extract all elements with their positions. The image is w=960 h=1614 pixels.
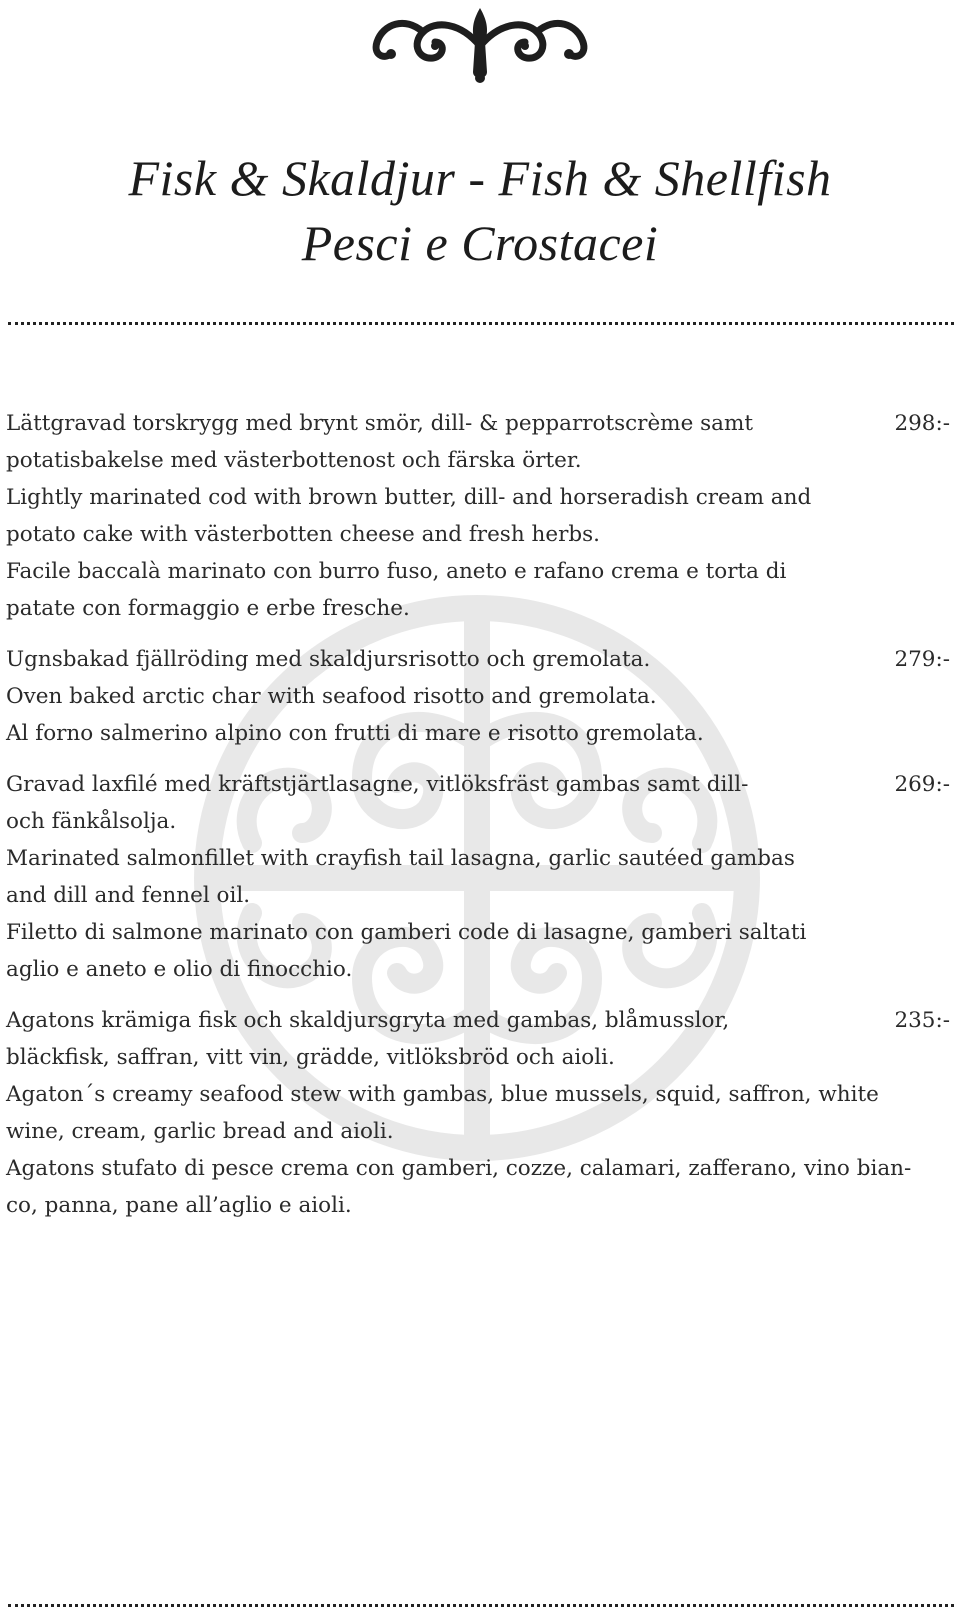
dish-description-line: Agatons stufato di pesce crema con gamberi, cozze, calamari, zafferano, vino bian- xyxy=(6,1156,912,1181)
menu-list xyxy=(6,405,952,1238)
dotted-divider-top xyxy=(8,322,954,325)
dish-description-line: wine, cream, garlic bread and aioli. xyxy=(6,1119,394,1144)
dish-description-line: Lättgravad torskrygg med brynt smör, dill- & pepparrotscrème samt xyxy=(6,411,753,436)
menu-item xyxy=(6,766,952,988)
dish-description-line: Ugnsbakad fjällröding med skaldjursrisotto och gremolata. xyxy=(6,647,651,672)
dish-description-line: potato cake with västerbotten cheese and fresh herbs. xyxy=(6,522,601,547)
scroll-flourish-icon xyxy=(365,2,595,86)
dish-description-line: Agatons krämiga fisk och skaldjursgryta med gambas, blåmusslor, xyxy=(6,1008,730,1033)
dotted-divider-bottom xyxy=(8,1604,954,1607)
dish-description-line: Gravad laxfilé med kräftstjärtlasagne, vitlöksfräst gambas samt dill- xyxy=(6,772,749,797)
dish-description-line: och fänkålsolja. xyxy=(6,809,177,834)
menu-item xyxy=(6,405,952,627)
dish-description-line: and dill and fennel oil. xyxy=(6,883,251,908)
page-title: Fisk & Skaldjur - Fish & Shellfish xyxy=(128,150,832,206)
dish-description-line: co, panna, pane all’aglio e aioli. xyxy=(6,1193,352,1218)
dish-description-line: bläckfisk, saffran, vitt vin, grädde, vitlöksbröd och aioli. xyxy=(6,1045,615,1070)
price: 279:- xyxy=(894,647,950,672)
price: 298:- xyxy=(894,411,950,436)
page-subtitle: Pesci e Crostacei xyxy=(301,215,659,271)
dish-description-line: Facile baccalà marinato con burro fuso, aneto e rafano crema e torta di xyxy=(6,559,787,584)
menu-item xyxy=(6,641,952,752)
dish-description-line: Lightly marinated cod with brown butter, dill- and horseradish cream and xyxy=(6,485,812,510)
dish-description-line: Marinated salmonfillet with crayfish tail lasagna, garlic sautéed gambas xyxy=(6,846,795,871)
dish-description-line: potatisbakelse med västerbottenost och färska örter. xyxy=(6,448,582,473)
menu-item xyxy=(6,1002,952,1224)
dish-description-line: Filetto di salmone marinato con gamberi code di lasagne, gamberi saltati xyxy=(6,920,807,945)
dish-description-line: aglio e aneto e olio di finocchio. xyxy=(6,957,353,982)
dish-description-line: Oven baked arctic char with seafood risotto and gremolata. xyxy=(6,684,657,709)
price: 235:- xyxy=(894,1008,950,1033)
price: 269:- xyxy=(894,772,950,797)
dish-description-line: Al forno salmerino alpino con frutti di mare e risotto gremolata. xyxy=(6,721,704,746)
dish-description-line: Agaton´s creamy seafood stew with gambas, blue mussels, squid, saffron, white xyxy=(6,1082,879,1107)
dish-description-line: patate con formaggio e erbe fresche. xyxy=(6,596,410,621)
